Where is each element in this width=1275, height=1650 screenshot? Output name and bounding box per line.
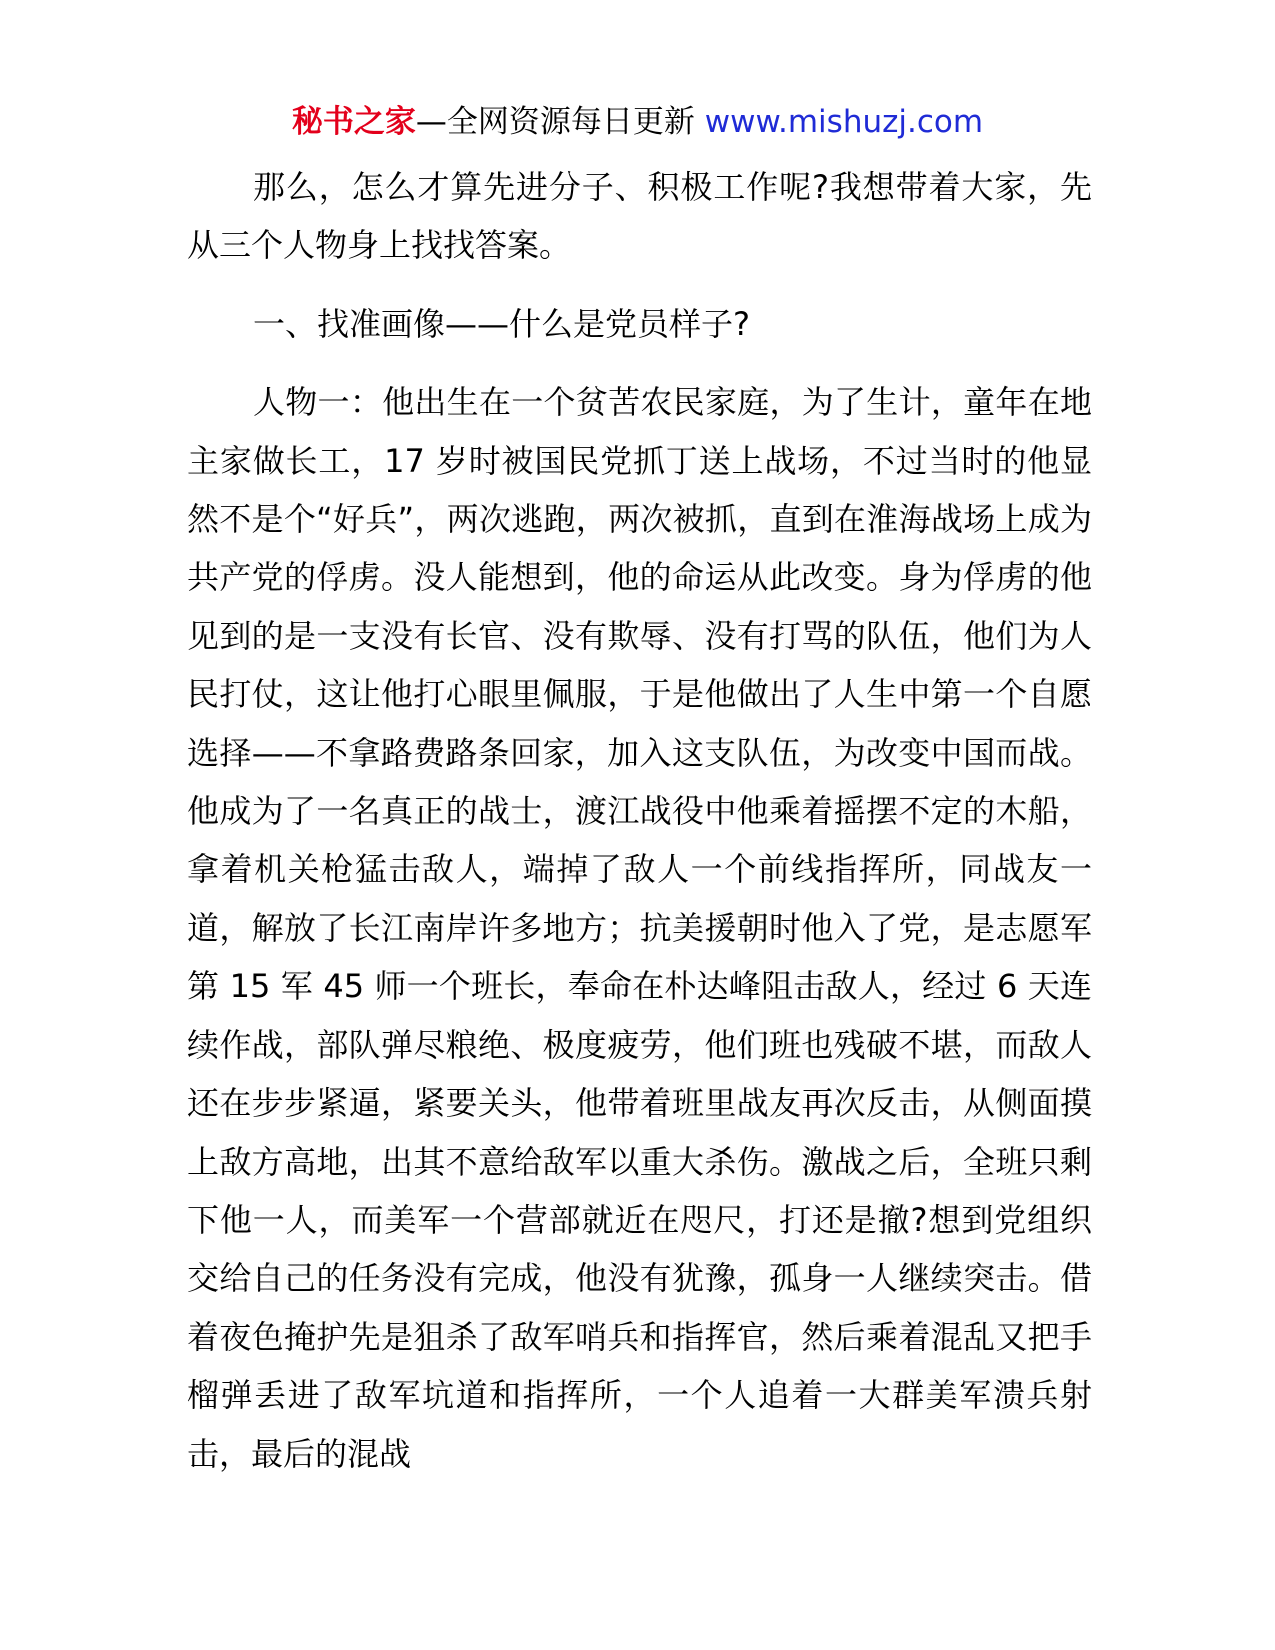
brand-name: 秘书之家 <box>291 104 416 140</box>
intro-paragraph: 那么，怎么才算先进分子、积极工作呢?我想带着大家，先从三个人物身上找找答案。 <box>187 168 1092 265</box>
section-heading: 一、找准画像——什么是党员样子? <box>253 304 750 343</box>
site-url-link[interactable]: www.mishuzj.com <box>704 104 984 140</box>
page-header <box>0 102 1275 142</box>
person-one-paragraph: 人物一：他出生在一个贫苦农民家庭，为了生计，童年在地主家做长工，17 岁时被国民党抓丁送上战场，不过当时的他显然不是个“好兵”，两次逃跑，两次被抓，直到在淮海战场上成为共产党的俘虏。没人能想到，他的命运从此改变。身为俘虏的他见到的是一支没有长官、没有欺辱、没有打骂的队伍，他们为人民打仗，这让他打心眼里佩服，于是他做出了人生中第一个自愿选择——不拿路费路条回家，加入这支队伍，为改变中国而战。他成为了一名真正的战士，渡江战役中他乘着摇摆不定的木船，拿着机关枪猛击敌人，端掉了敌人一个前线指挥所，同战友一道，解放了长江南岸许多地方；抗美援朝时他入了党，是志愿军第 15 军 45 师一个班长，奉命在朴达峰阻击敌人，经过 6 天连续作战，部队弹尽粮绝、极度疲劳，他们班也残破不堪，而敌人还在步步紧逼，紧要关头，他带着班里战友再次反击，从侧面摸上敌方高地，出其不意给敌军以重大杀伤。激战之后，全班只剩下他一人，而美军一个营部就近在咫尺，打还是撤?想到党组织交给自己的任务没有完成，他没有犹豫，孤身一人继续突击。借着夜色掩护先是狙杀了敌军哨兵和指挥官，然后乘着混乱又把手榴弹丢进了敌军坑道和指挥所，一个人追着一大群美军溃兵射击，最后的混战 <box>187 383 1092 1473</box>
document-body <box>187 158 1092 1483</box>
header-tagline: —全网资源每日更新 <box>415 104 705 140</box>
